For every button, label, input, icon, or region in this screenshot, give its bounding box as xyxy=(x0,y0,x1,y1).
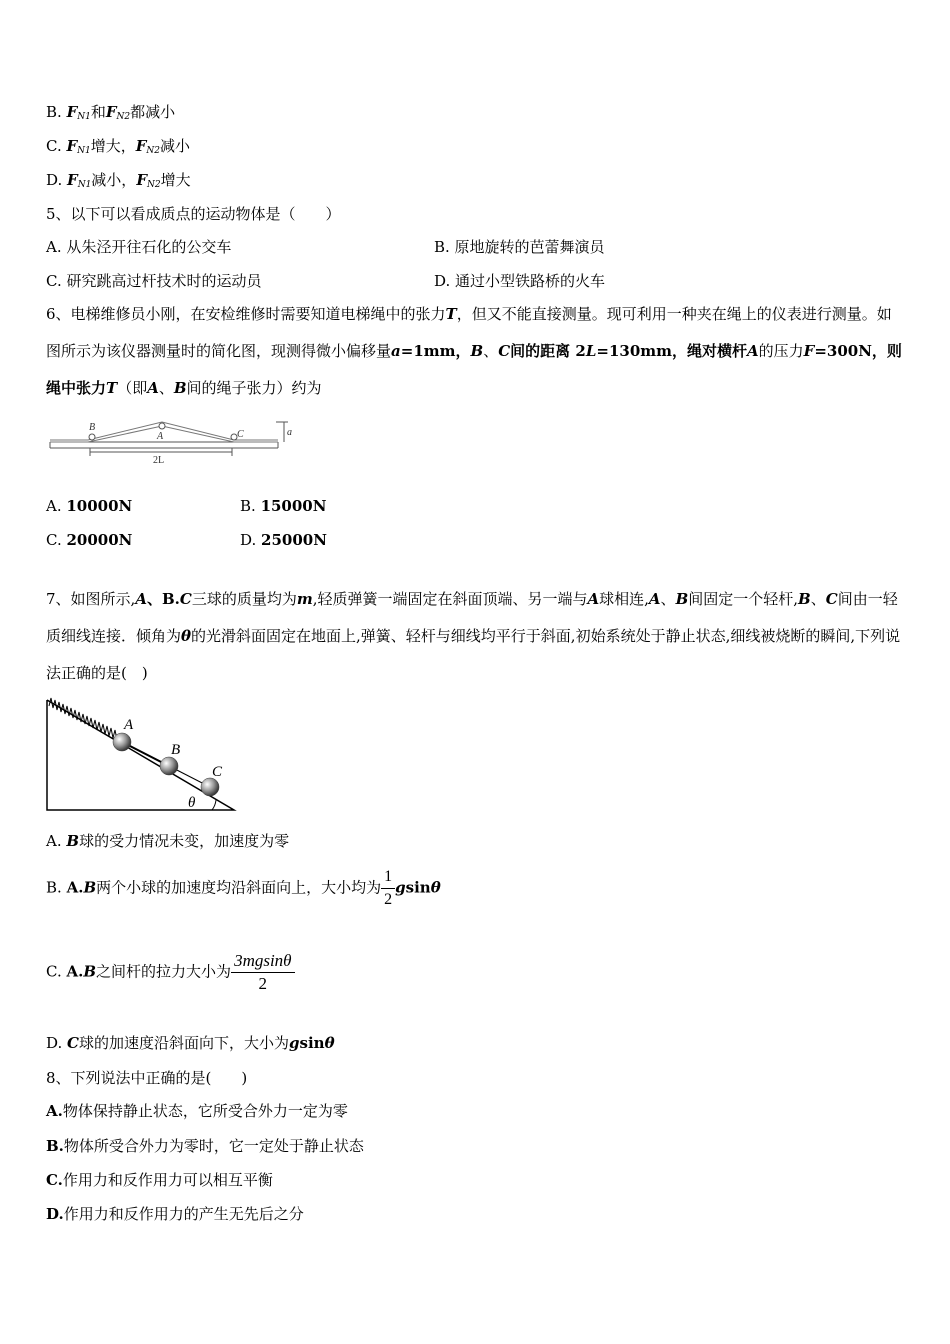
subscript: N2 xyxy=(146,146,161,156)
symbol: A xyxy=(747,342,759,360)
symbol: C xyxy=(825,590,838,608)
option-letter: D. xyxy=(46,1205,64,1223)
symbol: A xyxy=(648,590,661,608)
label-ball-c: C xyxy=(212,764,223,780)
subscript: N2 xyxy=(116,112,131,122)
option-letter: D. xyxy=(46,1034,68,1052)
q5-stem: 5、以下可以看成质点的运动物体是（ ） xyxy=(46,205,341,223)
symbol: F xyxy=(135,137,147,155)
symbol: L xyxy=(585,342,597,360)
text: sin xyxy=(299,1034,325,1052)
option-letter: B. xyxy=(240,497,261,515)
option-letter: C. xyxy=(46,1171,63,1189)
symbol: F xyxy=(803,342,815,360)
q8-stem: 8、下列说法中正确的是( ) xyxy=(46,1069,248,1087)
text: 、B. xyxy=(146,590,180,608)
option-text: 物体保持静止状态，它所受合外力一定为零 xyxy=(62,1102,348,1120)
label-a-offset: a xyxy=(287,427,292,438)
option-value: 20000N xyxy=(66,531,133,549)
symbol: A xyxy=(147,379,159,397)
text: 球的加速度沿斜面向下，大小为 xyxy=(78,1034,289,1052)
symbol: B xyxy=(173,379,187,397)
symbol: F xyxy=(66,103,78,121)
text: =1mm， xyxy=(400,342,471,360)
text: 减小， xyxy=(91,171,137,189)
option-letter: B. xyxy=(46,103,67,121)
symbol: A. xyxy=(66,878,84,897)
text: 的光滑斜面固定在地面上,弹簧、轻杆与细线均平行于斜面,初始系统处于静止状态,细线被烧断的瞬间,下列说法正确的是( ) xyxy=(46,627,901,682)
symbol: B xyxy=(675,590,689,608)
label-c: C xyxy=(237,429,244,440)
symbol: θ xyxy=(324,1034,335,1052)
q8-option-d xyxy=(46,1204,304,1224)
symbol: θ xyxy=(430,878,441,897)
q6-figure xyxy=(44,418,304,466)
q8-option-b xyxy=(46,1136,364,1156)
q7-option-c xyxy=(46,950,295,995)
symbol: θ xyxy=(181,627,192,645)
text: 6、电梯维修员小刚，在安检维修时需要知道电梯绳中的张力 xyxy=(46,305,446,323)
text: 两个小球的加速度均沿斜面向上，大小均为 xyxy=(96,878,382,897)
symbol: A. xyxy=(66,962,84,981)
symbol: B xyxy=(798,590,811,608)
symbol: F xyxy=(136,171,147,189)
symbol: g xyxy=(395,878,406,897)
symbol: F xyxy=(66,137,78,155)
option-letter: C. xyxy=(46,962,67,981)
option-text: 作用力和反作用力可以相互平衡 xyxy=(62,1171,273,1189)
subscript: N1 xyxy=(77,112,91,122)
label-theta: θ xyxy=(188,795,196,811)
symbol: B xyxy=(470,342,484,360)
symbol: m xyxy=(296,590,313,608)
text: 和 xyxy=(90,103,106,121)
q5-option-a: A. 从朱泾开往石化的公交车 xyxy=(46,238,232,256)
text: 间由一轻质细线连接．倾角为 xyxy=(46,590,898,645)
option-letter: B. xyxy=(46,878,67,897)
label-2l: 2L xyxy=(153,455,165,466)
text: 7、如图所示, xyxy=(46,590,136,608)
symbol: A xyxy=(587,590,600,608)
symbol: T xyxy=(106,379,118,397)
option-letter: C. xyxy=(46,531,67,549)
option-letter: B. xyxy=(46,1137,64,1155)
fraction-numerator: 1 xyxy=(381,866,395,889)
q7-option-b xyxy=(46,866,441,911)
option-letter: A. xyxy=(46,497,67,515)
symbol: T xyxy=(445,305,457,323)
subscript: N1 xyxy=(77,180,92,190)
option-letter: D. xyxy=(240,531,262,549)
label-b: B xyxy=(89,422,96,433)
q7-option-a xyxy=(46,831,289,851)
q7-option-d xyxy=(46,1033,335,1053)
symbol: g xyxy=(289,1034,300,1052)
option-letter: D. xyxy=(46,171,68,189)
option-letter: A. xyxy=(46,832,67,850)
option-text: 作用力和反作用力的产生无先后之分 xyxy=(63,1205,304,1223)
symbol: C xyxy=(67,1034,79,1052)
q4-option-c xyxy=(46,136,190,161)
q8-option-a xyxy=(46,1101,348,1121)
text: 、 xyxy=(810,590,826,608)
label-ball-b: B xyxy=(171,742,181,758)
text: 都减小 xyxy=(130,103,176,121)
symbol: F xyxy=(67,171,78,189)
text: 的压力 xyxy=(758,342,804,360)
text: 、 xyxy=(483,342,499,360)
q5-option-d: D. 通过小型铁路桥的火车 xyxy=(434,272,606,290)
option-value: 15000N xyxy=(260,497,327,515)
text: =130mm，绳对横杆 xyxy=(596,342,747,360)
text: 间的绳子张力）约为 xyxy=(186,379,322,397)
text: ,轻质弹簧一端固定在斜面顶端、另一端与 xyxy=(312,590,588,608)
text: （即 xyxy=(117,379,148,397)
fraction-denominator: 2 xyxy=(258,974,268,993)
q6-option-a xyxy=(46,496,132,516)
label-a: A xyxy=(157,431,164,442)
subscript: N1 xyxy=(77,146,91,156)
q6-option-d xyxy=(240,530,327,550)
text: 减小 xyxy=(160,137,191,155)
fraction xyxy=(381,866,395,911)
symbol: B xyxy=(66,832,80,850)
q8-option-c xyxy=(46,1170,273,1190)
symbol: F xyxy=(105,103,117,121)
text: 球相连, xyxy=(599,590,649,608)
subscript: N2 xyxy=(146,180,161,190)
symbol: B xyxy=(83,962,97,981)
symbol: a xyxy=(391,342,401,360)
q4-option-b xyxy=(46,102,175,127)
q5-option-b: B. 原地旋转的芭蕾舞演员 xyxy=(434,238,605,256)
q4-option-d xyxy=(46,170,191,195)
text: 三球的质量均为 xyxy=(191,590,297,608)
symbol: C xyxy=(179,590,192,608)
text: 增大， xyxy=(90,137,136,155)
fraction xyxy=(231,950,294,995)
symbol: B xyxy=(83,878,97,897)
text: 间固定一个轻杆, xyxy=(688,590,799,608)
q6-option-c xyxy=(46,530,132,550)
text: 、 xyxy=(660,590,676,608)
text: 间的距离 2 xyxy=(510,342,586,360)
text: sin xyxy=(405,878,431,897)
text: 之间杆的拉力大小为 xyxy=(96,962,232,981)
option-letter: A. xyxy=(46,1102,63,1120)
text: =300N，则绳中张力 xyxy=(46,342,902,397)
symbol: C xyxy=(498,342,511,360)
q5-option-c: C. 研究跳高过杆技术时的运动员 xyxy=(46,272,262,290)
option-value: 10000N xyxy=(66,497,133,515)
q7-figure xyxy=(44,694,240,816)
fraction-numerator: 3mgsinθ xyxy=(231,950,294,973)
symbol: A xyxy=(135,590,147,608)
label-ball-a: A xyxy=(124,717,134,733)
option-value: 25000N xyxy=(261,531,327,549)
fraction-denominator: 2 xyxy=(384,891,393,908)
text: 增大 xyxy=(160,171,191,189)
option-letter: C. xyxy=(46,137,67,155)
text: 球的受力情况未变，加速度为零 xyxy=(79,832,290,850)
q7-stem xyxy=(46,581,906,692)
text: ，但又不能直接测量。现可利用一种夹在绳上的仪表进行测量。如图所示为该仪器测量时的简化图，现测得微小偏移量 xyxy=(46,305,892,360)
q6-stem xyxy=(46,296,906,407)
text: 、 xyxy=(158,379,174,397)
q6-option-b xyxy=(240,496,326,516)
option-text: 物体所受合外力为零时，它一定处于静止状态 xyxy=(63,1137,364,1155)
